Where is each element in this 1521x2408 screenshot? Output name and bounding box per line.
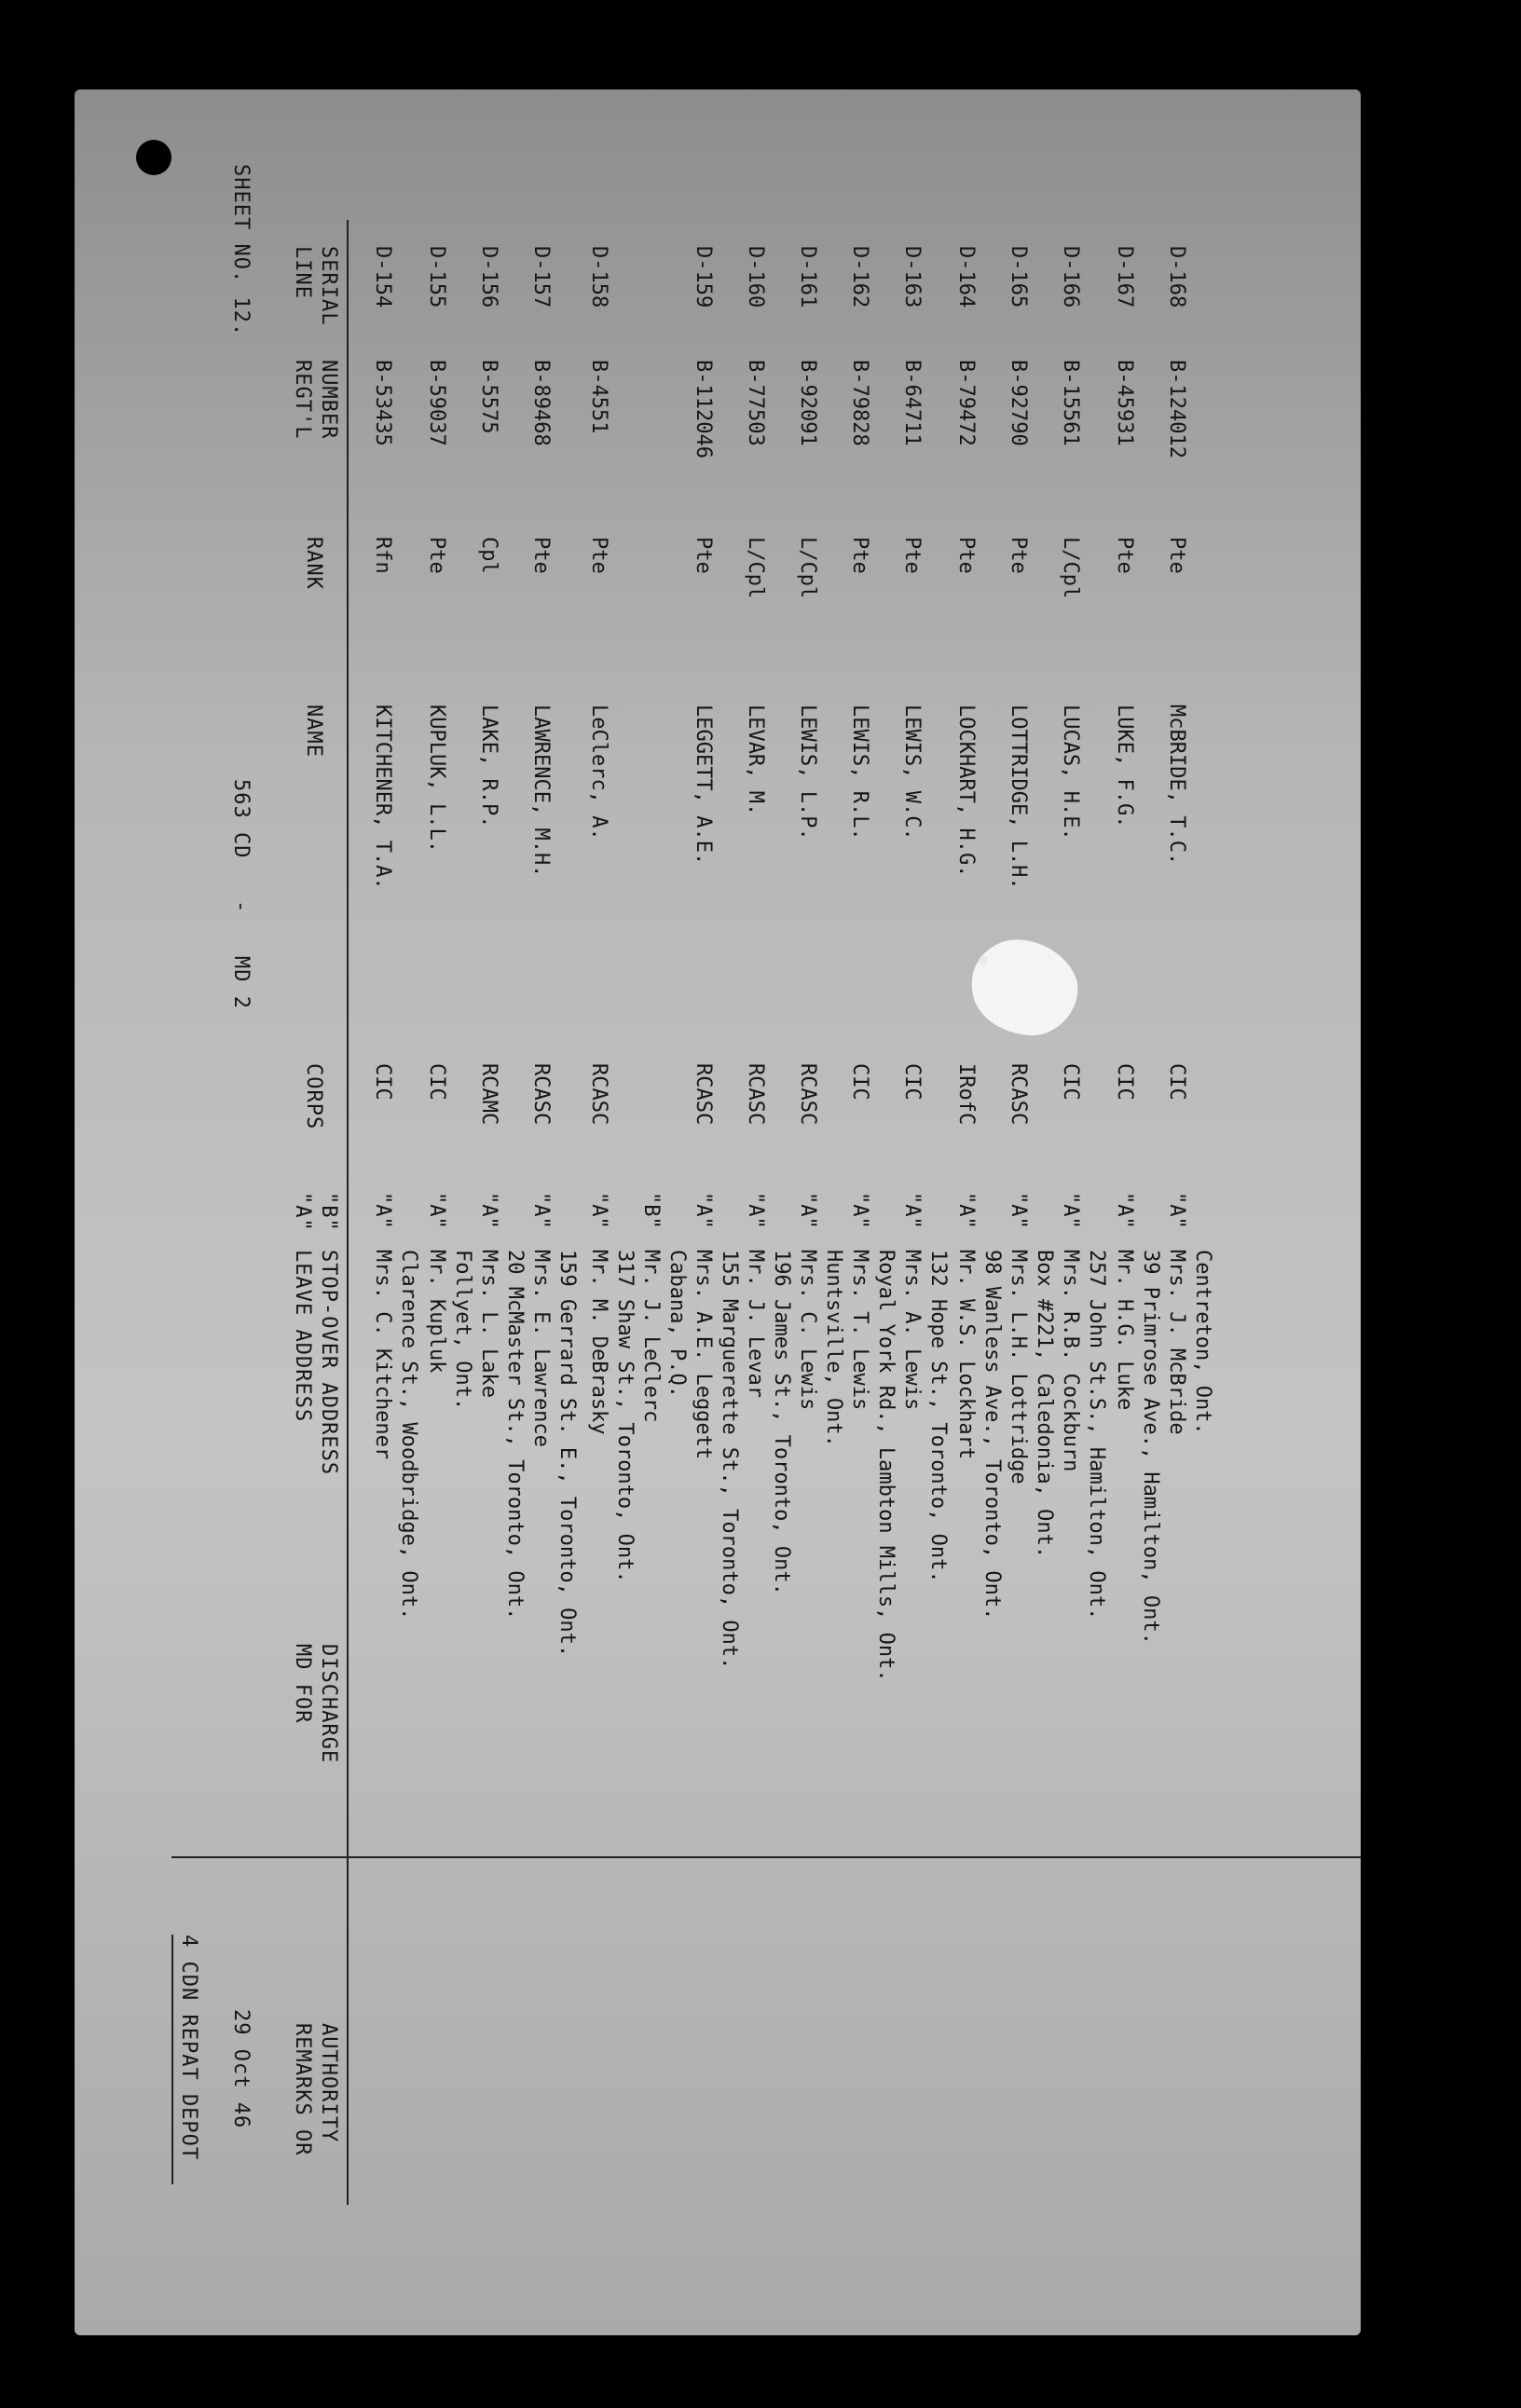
cell-address-mark: "A" — [900, 1192, 924, 1229]
cell-regtl-number: B-89468 — [529, 360, 553, 446]
table-row — [369, 89, 420, 2335]
cell-address-line: Mrs. J. McBride — [1165, 1250, 1188, 1435]
cell-address-mark: "A" — [1113, 1192, 1136, 1229]
cell-regtl-number: B-53435 — [371, 360, 394, 446]
cell-address-mark: "A" — [425, 1192, 448, 1229]
cell-address-mark: "A" — [477, 1192, 500, 1229]
cell-name: LEWIS, W.C. — [900, 705, 924, 841]
cell-regtl-number: B-92790 — [1007, 360, 1030, 446]
table-row — [952, 89, 1004, 2335]
cell-address-line: 196 James St., Toronto, Ont. — [770, 1250, 793, 1595]
table-row — [742, 89, 793, 2335]
cell-name: KITCHENER, T.A. — [371, 705, 394, 890]
col-rank: RANK — [302, 537, 325, 590]
cell-corps: CIC — [900, 1063, 924, 1101]
col-remarks: REMARKS OR — [291, 2023, 314, 2156]
cell-rank: L/Cpl — [796, 537, 819, 599]
cell-line-serial: D-166 — [1059, 246, 1082, 308]
cell-name: LOCKHART, H.G. — [954, 705, 978, 878]
cell-address-line: Mrs. L.H. Lottridge — [1007, 1250, 1030, 1484]
cell-address-mark: "A" — [371, 1192, 394, 1229]
col-name: NAME — [302, 705, 325, 758]
sheet-number: SHEET NO. 12. — [229, 164, 253, 337]
cell-name: LUCAS, H.E. — [1059, 705, 1082, 841]
cell-rank: Pte — [848, 537, 871, 574]
col-b-mark: "B" — [317, 1192, 340, 1232]
cell-rank: Pte — [1165, 537, 1188, 574]
cell-name: LEWIS, R.L. — [848, 705, 871, 841]
cell-address-line: Box #221, Caledonia, Ont. — [1033, 1250, 1056, 1559]
cell-line-serial: D-167 — [1113, 246, 1136, 308]
cell-corps: IRofC — [954, 1063, 978, 1126]
col-leave-address: LEAVE ADDRESS — [291, 1250, 314, 1423]
cell-rank: L/Cpl — [1059, 537, 1082, 599]
cell-corps: CIC — [1113, 1063, 1136, 1101]
header-dash: - — [229, 900, 253, 914]
cell-line-serial: D-154 — [371, 246, 394, 308]
cell-address-line: Mr. J. LeClerc — [639, 1250, 663, 1423]
cell-name: LEWIS, L.P. — [796, 705, 819, 841]
cell-address-line: Mr. Kupluk — [425, 1250, 448, 1374]
cell-line-serial: D-168 — [1165, 246, 1188, 308]
cell-corps: CIC — [1165, 1063, 1188, 1101]
table-row — [475, 89, 527, 2335]
cell-address-line: Mr. J. Levar — [744, 1250, 767, 1398]
cell-line-serial: D-158 — [587, 246, 610, 308]
cell-regtl-number: B-92091 — [796, 360, 819, 446]
cell-line-serial: D-156 — [477, 246, 500, 308]
cell-address-line: Mrs. L. Lake — [477, 1250, 500, 1398]
col-number: NUMBER — [317, 360, 340, 440]
cell-address-mark: "A" — [1165, 1192, 1188, 1229]
cell-line-serial: D-159 — [692, 246, 715, 308]
header-rule — [347, 220, 349, 2205]
cell-address-mark: "A" — [1007, 1192, 1030, 1229]
cell-line-serial: D-161 — [796, 246, 819, 308]
cell-name: KUPLUK, L.L. — [425, 705, 448, 853]
cell-name: LAKE, R.P. — [477, 705, 500, 828]
cell-line-serial: D-157 — [529, 246, 553, 308]
cell-address-line: Cabana, P.Q. — [665, 1250, 689, 1398]
cell-line-serial: D-160 — [744, 246, 767, 308]
cell-address-line: Mrs. C. Lewis — [796, 1250, 819, 1411]
cell-regtl-number: B-45931 — [1113, 360, 1136, 446]
col-discharge: DISCHARGE — [317, 1644, 340, 1764]
table-row — [690, 89, 741, 2335]
cell-line-serial: D-165 — [1007, 246, 1030, 308]
cell-regtl-number: B-4551 — [587, 360, 610, 434]
table-row — [1057, 89, 1108, 2335]
cell-address-line: Mrs. T. Lewis — [848, 1250, 871, 1411]
depot-title: 4 CDN REPAT DEPOT — [177, 1935, 200, 2161]
cell-line-serial: D-163 — [900, 246, 924, 308]
cell-address-mark: "B" — [639, 1192, 663, 1229]
cell-corps: RCASC — [529, 1063, 553, 1126]
cell-regtl-number: B-15561 — [1059, 360, 1082, 446]
cell-regtl-number: B-79472 — [954, 360, 978, 446]
cell-address-mark: "A" — [1059, 1192, 1082, 1229]
cell-rank: Pte — [1007, 537, 1030, 574]
cell-regtl-number: B-64711 — [900, 360, 924, 446]
cell-address-mark: "A" — [848, 1192, 871, 1229]
depot-underline — [171, 1935, 173, 2184]
rotated-register — [75, 89, 1361, 2335]
cell-address-mark: "A" — [796, 1192, 819, 1229]
col-a-mark: "A" — [291, 1192, 314, 1232]
table-row — [846, 89, 898, 2335]
table-row — [528, 89, 579, 2335]
cell-name: LEVAR, M. — [744, 705, 767, 816]
table-row — [585, 89, 689, 2335]
cell-address-mark: "A" — [692, 1192, 715, 1229]
cell-rank: L/Cpl — [744, 537, 767, 599]
cell-address-mark: "A" — [954, 1192, 978, 1229]
cell-corps: CIC — [848, 1063, 871, 1101]
cell-address-line: 159 Gerrard St. E., Toronto, Ont. — [555, 1250, 579, 1658]
sheet-date: 29 Oct 46 — [229, 2009, 253, 2129]
cell-rank: Pte — [425, 537, 448, 574]
cell-address-line: 155 Marguerette St., Toronto, Ont. — [718, 1250, 741, 1670]
cell-address-line: Royal York Rd., Lambton Mills, Ont. — [874, 1250, 898, 1682]
table-row — [423, 89, 474, 2335]
table-row — [794, 89, 845, 2335]
cell-regtl-number: B-112046 — [692, 360, 715, 458]
military-district: MD 2 — [229, 956, 253, 1009]
cell-rank: Pte — [692, 537, 715, 574]
table-row — [1005, 89, 1056, 2335]
cell-name: McBRIDE, T.C. — [1165, 705, 1188, 866]
cell-address-line: Clarence St., Woodbridge, Ont. — [397, 1250, 420, 1621]
cell-address-line: 98 Wanless Ave., Toronto, Ont. — [980, 1250, 1004, 1621]
cell-address-line: 132 Hope St., Toronto, Ont. — [926, 1250, 950, 1583]
cell-name: LAWRENCE, M.H. — [529, 705, 553, 878]
table-row — [1111, 89, 1162, 2335]
cell-address-mark: "A" — [529, 1192, 553, 1229]
cell-address-line: Huntsville, Ont. — [822, 1250, 845, 1447]
cell-name: LeClerc, A. — [587, 705, 610, 841]
cell-corps: CIC — [1059, 1063, 1082, 1101]
cell-address-line: Mr. M. DeBrasky — [587, 1250, 610, 1435]
cell-address-line: Mrs. E. Lawrence — [529, 1250, 553, 1447]
cell-corps: RCASC — [1007, 1063, 1030, 1126]
cell-line-serial: D-162 — [848, 246, 871, 308]
cell-address-line: Mr. H.G. Luke — [1113, 1250, 1136, 1411]
cell-regtl-number: B-59037 — [425, 360, 448, 446]
cell-regtl-number: B-79828 — [848, 360, 871, 446]
cell-address-line: 317 Shaw St., Toronto, Ont. — [613, 1250, 637, 1583]
cell-address-line: Follyet, Ont. — [451, 1250, 474, 1411]
col-stopover-address: STOP-OVER ADDRESS — [317, 1250, 340, 1476]
cell-address-line: Mrs. C. Kitchener — [371, 1250, 394, 1460]
col-md-for: MD FOR — [291, 1644, 314, 1724]
cell-corps: CIC — [371, 1063, 394, 1101]
cell-rank: Pte — [900, 537, 924, 574]
table-row — [1163, 89, 1214, 2335]
cell-rank: Cpl — [477, 537, 500, 574]
col-corps: CORPS — [302, 1063, 325, 1130]
cell-address-mark: "A" — [744, 1192, 767, 1229]
col-line: LINE — [291, 246, 314, 299]
cell-rank: Pte — [1113, 537, 1136, 574]
cell-name: LOTTRIDGE, L.H. — [1007, 705, 1030, 890]
cell-address-line: 257 John St.S., Hamilton, Ont. — [1085, 1250, 1108, 1621]
unit-code: 563 CD — [229, 779, 253, 859]
cell-corps: CIC — [425, 1063, 448, 1101]
cell-corps: RCAMC — [477, 1063, 500, 1126]
cell-regtl-number: B-77503 — [744, 360, 767, 446]
cell-corps: RCASC — [692, 1063, 715, 1126]
cell-corps: RCASC — [796, 1063, 819, 1126]
cell-rank: Pte — [954, 537, 978, 574]
cell-address-line: Mr. W.S. Lockhart — [954, 1250, 978, 1460]
cell-address-line: Centreton, Ont. — [1191, 1250, 1214, 1435]
cell-address-line: Mrs. A. Lewis — [900, 1250, 924, 1411]
cell-name: LUKE, F.G. — [1113, 705, 1136, 828]
cell-corps: RCASC — [587, 1063, 610, 1126]
col-authority: AUTHORITY — [317, 2023, 340, 2143]
cell-rank: Rfn — [371, 537, 394, 574]
cell-name: LEGGETT, A.E. — [692, 705, 715, 866]
cell-address-line: 20 McMaster St., Toronto, Ont. — [503, 1250, 527, 1621]
cell-rank: Pte — [587, 537, 610, 574]
cell-address-line: 39 Primrose Ave., Hamilton, Ont. — [1139, 1250, 1162, 1645]
cell-rank: Pte — [529, 537, 553, 574]
cell-corps: RCASC — [744, 1063, 767, 1126]
cell-line-serial: D-155 — [425, 246, 448, 308]
cell-line-serial: D-164 — [954, 246, 978, 308]
col-regtl: REGT'L — [291, 360, 314, 440]
cell-address-line: Mrs. R.B. Cockburn — [1059, 1250, 1082, 1472]
cell-regtl-number: B-124012 — [1165, 360, 1188, 458]
table-row — [898, 89, 950, 2335]
cell-address-line: Mrs. A.E. Leggett — [692, 1250, 715, 1460]
cell-regtl-number: B-5575 — [477, 360, 500, 434]
document-sheet — [75, 89, 1361, 2335]
col-serial: SERIAL — [317, 246, 340, 326]
cell-address-mark: "A" — [587, 1192, 610, 1229]
